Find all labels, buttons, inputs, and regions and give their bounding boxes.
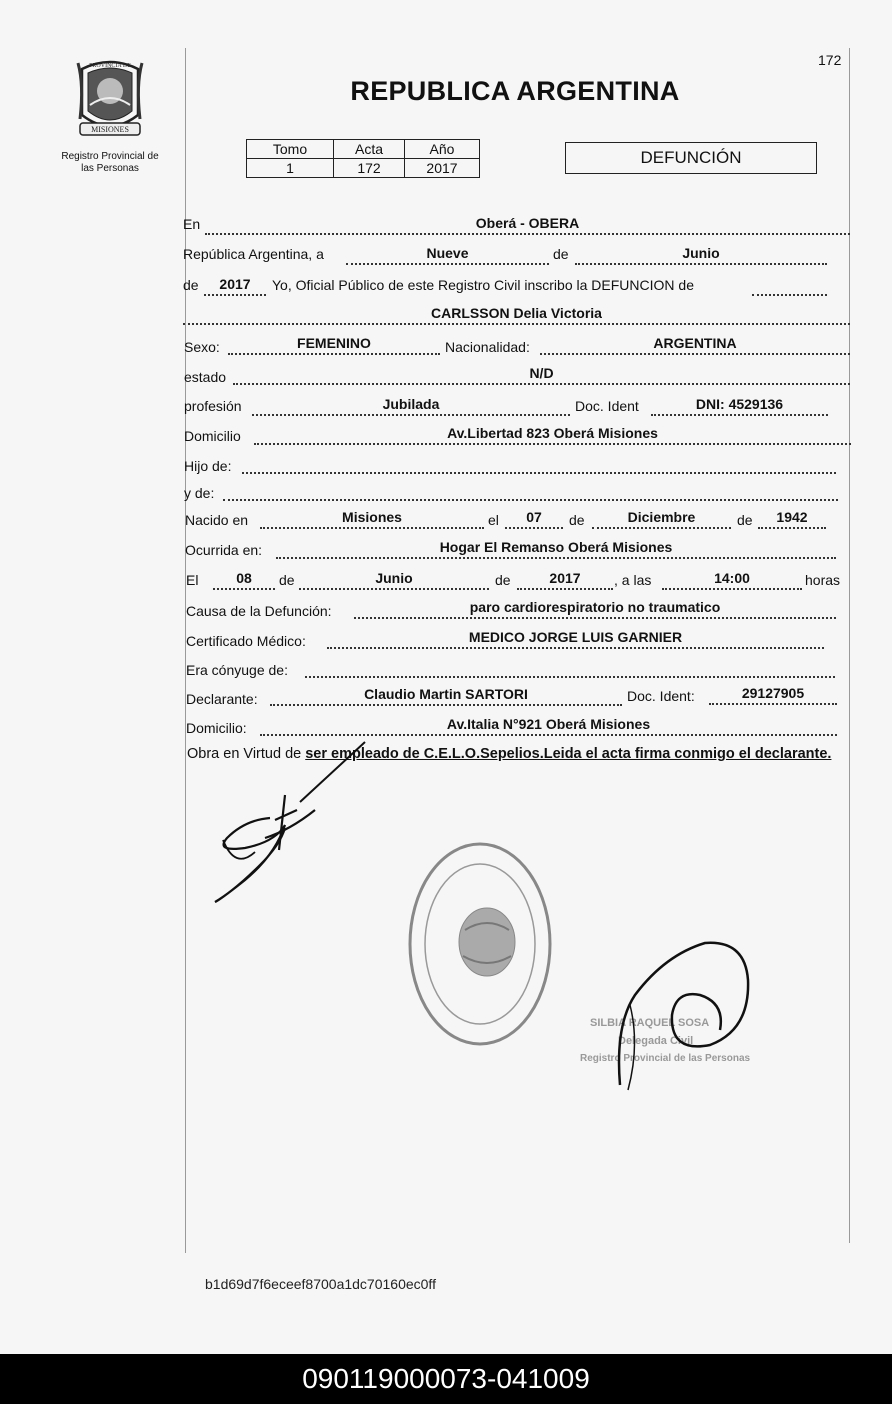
field-def-mes: Junio	[299, 569, 489, 590]
field-sexo: FEMENINO	[228, 334, 440, 355]
field-obra-texto: ser empleado de C.E.L.O.Sepelios.Leida el acta firma conmigo el declarante.	[305, 746, 832, 762]
label-ocurrida-en: Ocurrida en:	[185, 542, 263, 558]
register-value-anio: 2017	[405, 159, 480, 178]
register-table	[246, 139, 480, 178]
label-de-def-anio: de	[495, 572, 511, 588]
field-nacionalidad: ARGENTINA	[540, 334, 850, 355]
field-nacido-anio: 1942	[758, 508, 826, 529]
label-conyuge: Era cónyuge de:	[186, 662, 288, 678]
field-ocurrida: Hogar El Remanso Oberá Misiones	[276, 538, 836, 559]
field-anio: 2017	[204, 275, 266, 296]
seal-bottom-text: MISIONES	[91, 125, 129, 134]
field-nombre: CARLSSON Delia Victoria	[183, 304, 850, 325]
label-de-mes: de	[553, 246, 569, 262]
official-office: Registro Provincial de las Personas	[580, 1053, 751, 1064]
label-de-nacido-anio: de	[737, 512, 753, 528]
label-profesion: profesión	[184, 398, 242, 414]
field-estado: N/D	[233, 364, 850, 385]
field-profesion: Jubilada	[252, 395, 570, 416]
official-signature-icon	[610, 935, 760, 1095]
label-nacionalidad: Nacionalidad:	[445, 339, 530, 355]
registry-line-1: Registro Provincial de	[61, 151, 159, 162]
official-stamp-icon	[405, 838, 555, 1050]
register-header-acta: Acta	[334, 140, 405, 159]
field-def-dia: 08	[213, 569, 275, 590]
field-nacido-lugar: Misiones	[260, 508, 484, 529]
field-conyuge	[305, 657, 835, 678]
label-republica: República Argentina, a	[183, 246, 324, 262]
label-de-nacido-mes: de	[569, 512, 585, 528]
label-de-def-mes: de	[279, 572, 295, 588]
registry-line-2: las Personas	[81, 163, 139, 174]
barcode-footer	[0, 1354, 892, 1404]
page-number: 172	[818, 52, 842, 68]
label-hijo-de: Hijo de:	[184, 458, 232, 474]
official-title: Delegada Civil	[618, 1035, 694, 1047]
register-value-acta: 172	[334, 159, 405, 178]
official-name: SILBIA RAQUEL SOSA	[590, 1017, 710, 1029]
field-declarante-doc: 29127905	[709, 684, 837, 705]
label-certificado: Certificado Médico:	[186, 633, 306, 649]
field-oficial-blank	[752, 275, 827, 296]
field-nacido-dia: 07	[505, 508, 563, 529]
field-lugar: Oberá - OBERA	[205, 214, 850, 235]
field-dia: Nueve	[346, 244, 549, 265]
register-value-tomo: 1	[247, 159, 334, 178]
label-estado: estado	[184, 369, 227, 385]
page-title: REPUBLICA ARGENTINA	[350, 76, 680, 106]
document-hash: b1d69d7f6eceef8700a1dc70160ec0ff	[205, 1276, 436, 1292]
label-declarante: Declarante:	[186, 691, 258, 707]
field-declarante-domicilio: Av.Italia N°921 Oberá Misiones	[260, 715, 837, 736]
label-horas: horas	[805, 572, 841, 588]
field-def-hora: 14:00	[662, 569, 802, 590]
seal-top-text: PROVINCIA DE	[89, 63, 131, 69]
field-doc: DNI: 4529136	[651, 395, 828, 416]
register-header-row	[247, 140, 480, 159]
label-nacido-en: Nacido en	[185, 512, 249, 528]
registry-name	[50, 151, 170, 175]
field-nacido-mes: Diciembre	[592, 508, 731, 529]
label-el: el	[488, 512, 499, 528]
register-header-anio: Año	[405, 140, 480, 159]
field-causa: paro cardiorespiratorio no traumatico	[354, 598, 836, 619]
declarant-signature-icon	[205, 740, 375, 915]
field-def-anio: 2017	[517, 569, 613, 590]
field-hijo-de	[242, 453, 836, 474]
label-el-def: El	[186, 572, 199, 588]
label-de-anio: de	[183, 277, 199, 293]
provincial-seal-icon	[70, 55, 150, 140]
field-mes: Junio	[575, 244, 827, 265]
label-causa: Causa de la Defunción:	[186, 603, 332, 619]
field-certificado: MEDICO JORGE LUIS GARNIER	[327, 628, 824, 649]
label-y-de: y de:	[184, 485, 215, 501]
field-y-de	[223, 480, 838, 501]
label-en: En	[183, 216, 201, 232]
register-header-tomo: Tomo	[247, 140, 334, 159]
label-domicilio: Domicilio	[184, 428, 241, 444]
label-oficial: Yo, Oficial Público de este Registro Civil inscribo la DEFUNCION de	[272, 277, 694, 293]
label-a-las: , a las	[614, 572, 652, 588]
record-type-box: DEFUNCIÓN	[565, 142, 817, 174]
label-sexo: Sexo:	[184, 339, 220, 355]
field-domicilio: Av.Libertad 823 Oberá Misiones	[254, 424, 851, 445]
label-obra: Obra en Virtud de	[187, 746, 302, 762]
label-domicilio-declarante: Domicilio:	[186, 720, 247, 736]
label-doc-ident-declarante: Doc. Ident:	[627, 688, 695, 704]
label-doc-ident: Doc. Ident	[575, 398, 639, 414]
barcode-text: 090119000073-041009	[302, 1363, 590, 1394]
field-declarante: Claudio Martin SARTORI	[270, 685, 622, 706]
register-value-row	[247, 159, 480, 178]
